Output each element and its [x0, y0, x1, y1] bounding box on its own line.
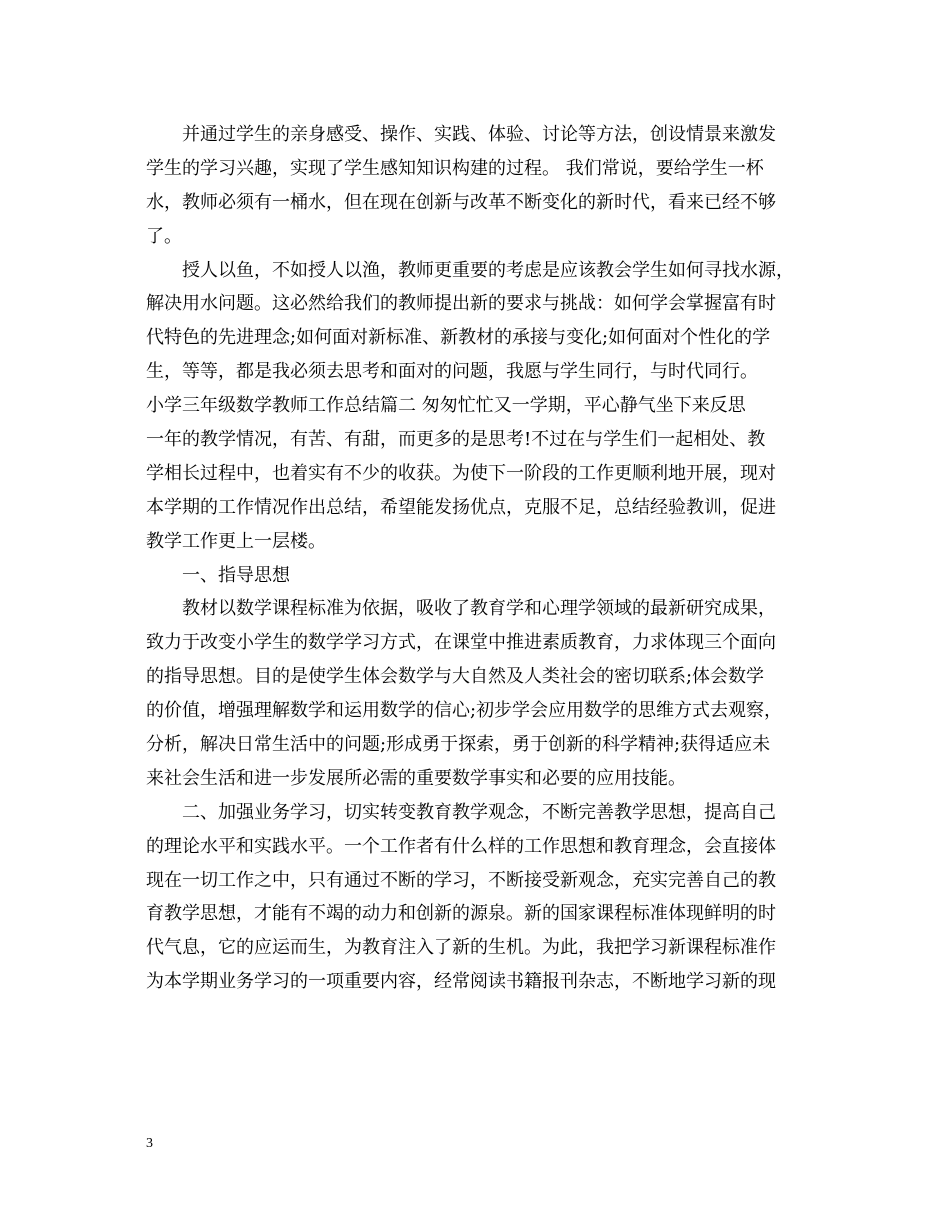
text-line: 现在一切工作之中，只有通过不断的学习，不断接受新观念，充实完善自己的教 [146, 869, 776, 891]
text-line: 水，教师必须有一桶水，但在现在创新与改革不断变化的新时代，看来已经不够 [146, 191, 776, 213]
text-line: 并通过学生的亲身感受、操作、实践、体验、讨论等方法，创设情景来激发 [182, 124, 776, 145]
text-line: 教学工作更上一层楼。 [146, 530, 326, 552]
text-line: 了。 [146, 225, 182, 247]
text-line: 生，等等，都是我必须去思考和面对的问题，我愿与学生同行，与时代同行。 [146, 361, 758, 383]
text-line: 的指导思想。目的是使学生体会数学与大自然及人类社会的密切联系;体会数学 [146, 666, 765, 688]
text-line: 学相长过程中，也着实有不少的收获。为使下一阶段的工作更顺利地开展，现对 [146, 462, 776, 484]
text-line: 代气息，它的应运而生，为教育注入了新的生机。为此，我把学习新课程标准作 [146, 937, 776, 959]
text-line: 育教学思想，才能有不竭的动力和创新的源泉。新的国家课程标准体现鲜明的时 [146, 903, 776, 925]
text-line: 一、指导思想 [182, 564, 290, 586]
text-line: 为本学期业务学习的一项重要内容，经常阅读书籍报刊杂志，不断地学习新的现 [146, 971, 776, 993]
text-line: 来社会生活和进一步发展所必需的重要数学事实和必要的应用技能。 [146, 767, 686, 789]
text-line: 致力于改变小学生的数学学习方式，在课堂中推进素质教育，力求体现三个面向 [146, 632, 776, 654]
text-line: 二、加强业务学习，切实转变教育教学观念，不断完善教学思想，提高自己 [182, 801, 776, 823]
text-line: 代特色的先进理念;如何面对新标准、新教材的承接与变化;如何面对个性化的学 [146, 327, 771, 349]
text-line: 教材以数学课程标准为依据，吸收了教育学和心理学领域的最新研究成果， [182, 598, 776, 620]
text-line: 本学期的工作情况作出总结，希望能发扬优点，克服不足，总结经验教训，促进 [146, 496, 776, 518]
text-line: 小学三年级数学教师工作总结篇二 匆匆忙忙又一学期，平心静气坐下来反思 [146, 395, 746, 417]
document-body [146, 118, 806, 999]
text-line: 授人以鱼，不如授人以渔，教师更重要的考虑是应该教会学生如何寻找水源， [182, 259, 794, 281]
text-line: 分析，解决日常生活中的问题;形成勇于探索，勇于创新的科学精神;获得适应未 [146, 734, 771, 756]
text-line: 的理论水平和实践水平。一个工作者有什么样的工作思想和教育理念，会直接体 [146, 835, 776, 857]
text-line: 解决用水问题。这必然给我们的教师提出新的要求与挑战：如何学会掌握富有时 [146, 293, 776, 315]
text-line: 学生的学习兴趣，实现了学生感知知识构建的过程。 我们常说，要给学生一杯 [146, 157, 764, 179]
text-line: 一年的教学情况，有苦、有甜，而更多的是思考!不过在与学生们一起相处、教 [146, 429, 766, 451]
text-line: 的价值，增强理解数学和运用数学的信心;初步学会应用数学的思维方式去观察， [146, 700, 783, 722]
page-number: 3 [146, 1136, 153, 1151]
